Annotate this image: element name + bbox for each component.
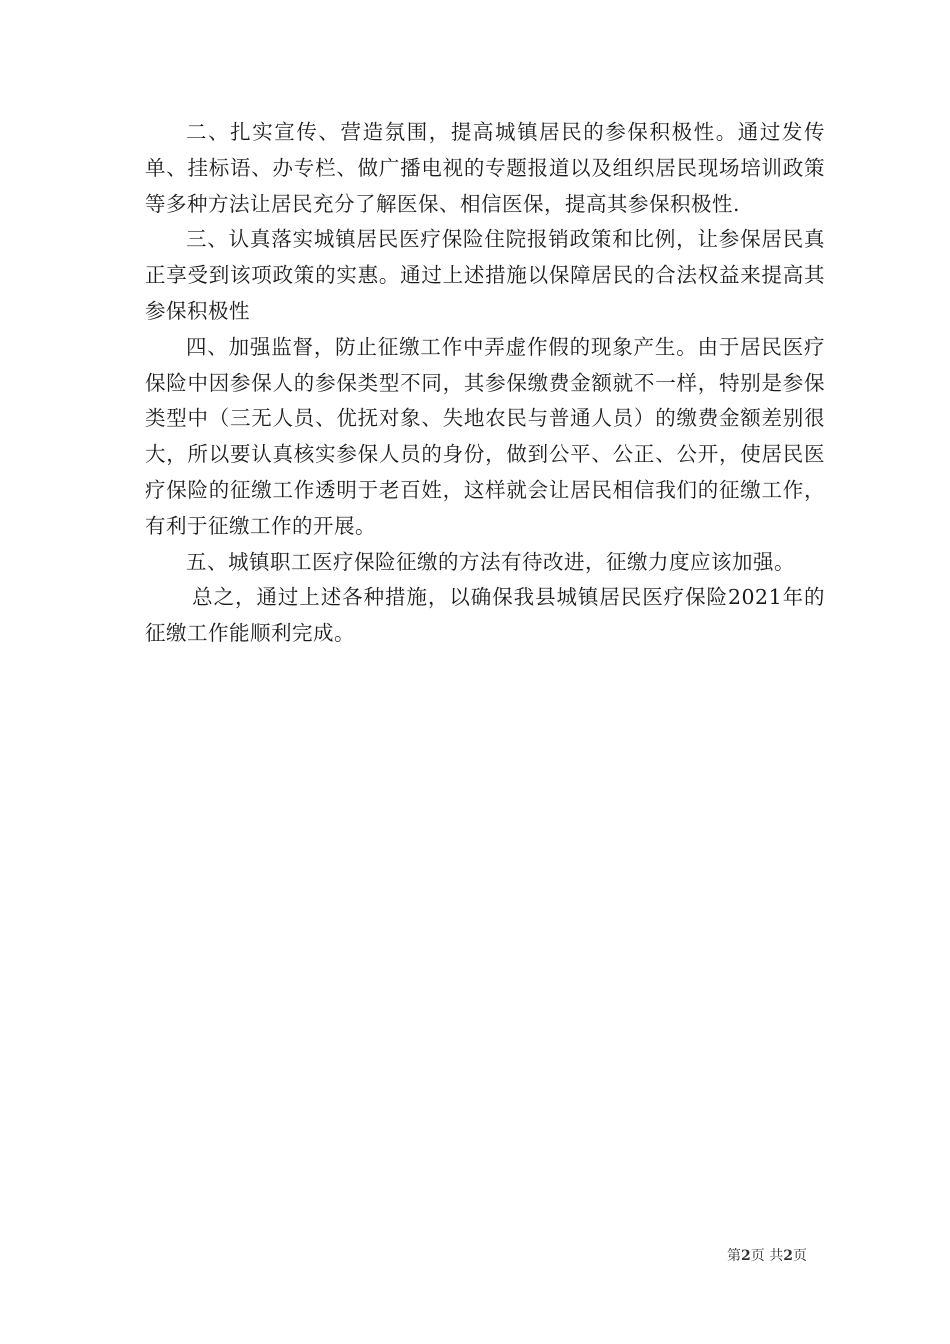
footer-total-pages: 2 bbox=[783, 1248, 793, 1264]
footer-middle: 页 共 bbox=[750, 1248, 784, 1264]
paragraph-conclusion: 总之，通过上述各种措施，以确保我县城镇居民医疗保险2021年的征缴工作能顺利完成。 bbox=[145, 585, 825, 646]
page-number-footer bbox=[0, 1247, 807, 1265]
paragraph-employee-insurance: 五、城镇职工医疗保险征缴的方法有待改进，征缴力度应该加强。 bbox=[186, 549, 795, 574]
footer-current-page: 2 bbox=[741, 1248, 751, 1264]
footer-prefix: 第 bbox=[727, 1248, 742, 1264]
paragraph-publicity: 二、扎实宣传、营造氛围，提高城镇居民的参保积极性。通过发传单、挂标语、办专栏、做广播电视的专题报道以及组织居民现场培训政策等多种方法让居民充分了解医保、相信医保，提高其参保积极性. bbox=[145, 120, 825, 216]
document-body bbox=[145, 115, 825, 652]
paragraph-reimbursement-policy: 三、认真落实城镇居民医疗保险住院报销政策和比例，让参保居民真正享受到该项政策的实惠。通过上述措施以保障居民的合法权益来提高其参保积极性 bbox=[145, 227, 825, 323]
footer-suffix: 页 bbox=[793, 1248, 807, 1264]
paragraph-supervision: 四、加强监督，防止征缴工作中弄虚作假的现象产生。由于居民医疗保险中因参保人的参保类型不同，其参保缴费金额就不一样，特别是参保类型中（三无人员、优抚对象、失地农民与普通人员）的缴费金额差别很大，所以要认真核实参保人员的身份，做到公平、公正、公开，使居民医疗保险的征缴工作透明于老百姓，这样就会让居民相信我们的征缴工作，有利于征缴工作的开展。 bbox=[145, 334, 825, 538]
